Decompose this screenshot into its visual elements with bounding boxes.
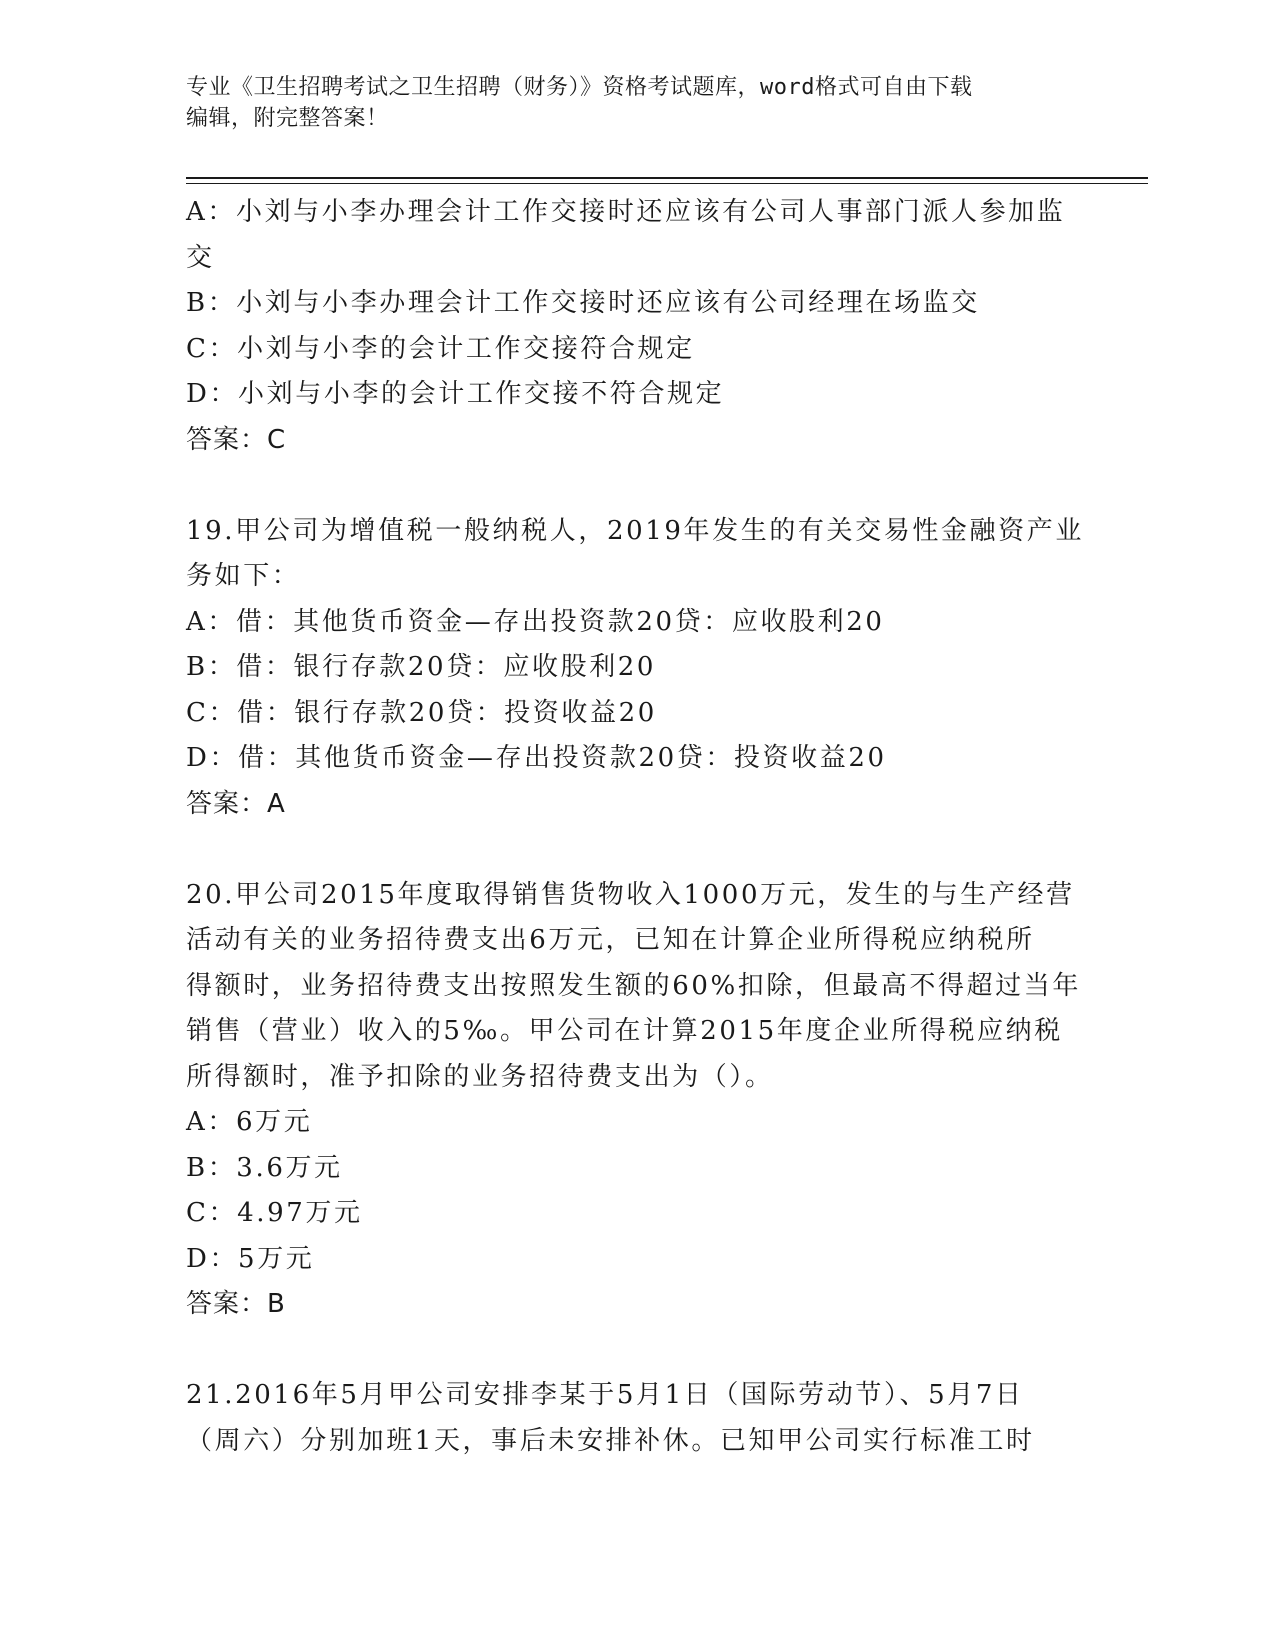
header-line-1: 专业《卫生招聘考试之卫生招聘（财务）》资格考试题库，word格式可自由下载 bbox=[186, 75, 973, 100]
question-stem-continued: （周六）分别加班1天，事后未安排补休。已知甲公司实行标准工时 bbox=[186, 1425, 1035, 1456]
question-21 bbox=[186, 1373, 1086, 1464]
question-stem: 20.甲公司2015年度取得销售货物收入1000万元，发生的与生产经营 bbox=[186, 879, 1075, 910]
header-rule-thick bbox=[186, 177, 1148, 179]
option-a: A：小刘与小李办理会计工作交接时还应该有公司人事部门派人参加监 bbox=[186, 197, 1066, 227]
header-line-2: 编辑，附完整答案！ bbox=[186, 106, 389, 131]
answer-label: 答案：C bbox=[186, 424, 287, 455]
option-c: C：4.97万元 bbox=[186, 1198, 363, 1228]
option-c: C：借：银行存款20贷：投资收益20 bbox=[186, 697, 657, 728]
question-20 bbox=[186, 873, 1086, 1328]
question-stem-continued: 活动有关的业务招待费支出6万元，已知在计算企业所得税应纳税所 bbox=[186, 925, 1035, 955]
header-rule-thin bbox=[186, 183, 1148, 184]
spacer bbox=[186, 827, 1086, 873]
option-b: B：小刘与小李办理会计工作交接时还应该有公司经理在场监交 bbox=[186, 288, 980, 318]
answer-label: 答案：A bbox=[186, 788, 286, 819]
answer-label: 答案：B bbox=[186, 1289, 286, 1319]
question-stem-continued: 销售（营业）收入的5‰。甲公司在计算2015年度企业所得税应纳税 bbox=[186, 1016, 1063, 1046]
question-stem: 21.2016年5月甲公司安排李某于5月1日（国际劳动节）、5月7日 bbox=[186, 1380, 1024, 1410]
option-a: A：6万元 bbox=[186, 1107, 313, 1137]
question-stem-continued: 所得额时，准予扣除的业务招待费支出为（）。 bbox=[186, 1061, 774, 1092]
spacer bbox=[186, 463, 1086, 509]
option-c: C：小刘与小李的会计工作交接符合规定 bbox=[186, 333, 695, 364]
document-header bbox=[186, 72, 1066, 134]
spacer bbox=[186, 1328, 1086, 1374]
option-a: A：借：其他货币资金—存出投资款20贷：应收股利20 bbox=[186, 606, 885, 637]
option-a-continued: 交 bbox=[186, 242, 215, 273]
question-stem-continued: 务如下： bbox=[186, 561, 301, 591]
option-b: B：3.6万元 bbox=[186, 1152, 343, 1183]
question-list bbox=[186, 190, 1086, 1464]
option-d: D：5万元 bbox=[186, 1243, 315, 1274]
option-b: B：借：银行存款20贷：应收股利20 bbox=[186, 652, 657, 682]
question-18 bbox=[186, 190, 1086, 463]
question-stem: 19.甲公司为增值税一般纳税人，2019年发生的有关交易性金融资产业 bbox=[186, 515, 1084, 546]
option-d: D：借：其他货币资金—存出投资款20贷：投资收益20 bbox=[186, 743, 887, 773]
option-d: D：小刘与小李的会计工作交接不符合规定 bbox=[186, 379, 725, 409]
question-stem-continued: 得额时，业务招待费支出按照发生额的60%扣除，但最高不得超过当年 bbox=[186, 970, 1081, 1001]
question-19 bbox=[186, 509, 1086, 828]
